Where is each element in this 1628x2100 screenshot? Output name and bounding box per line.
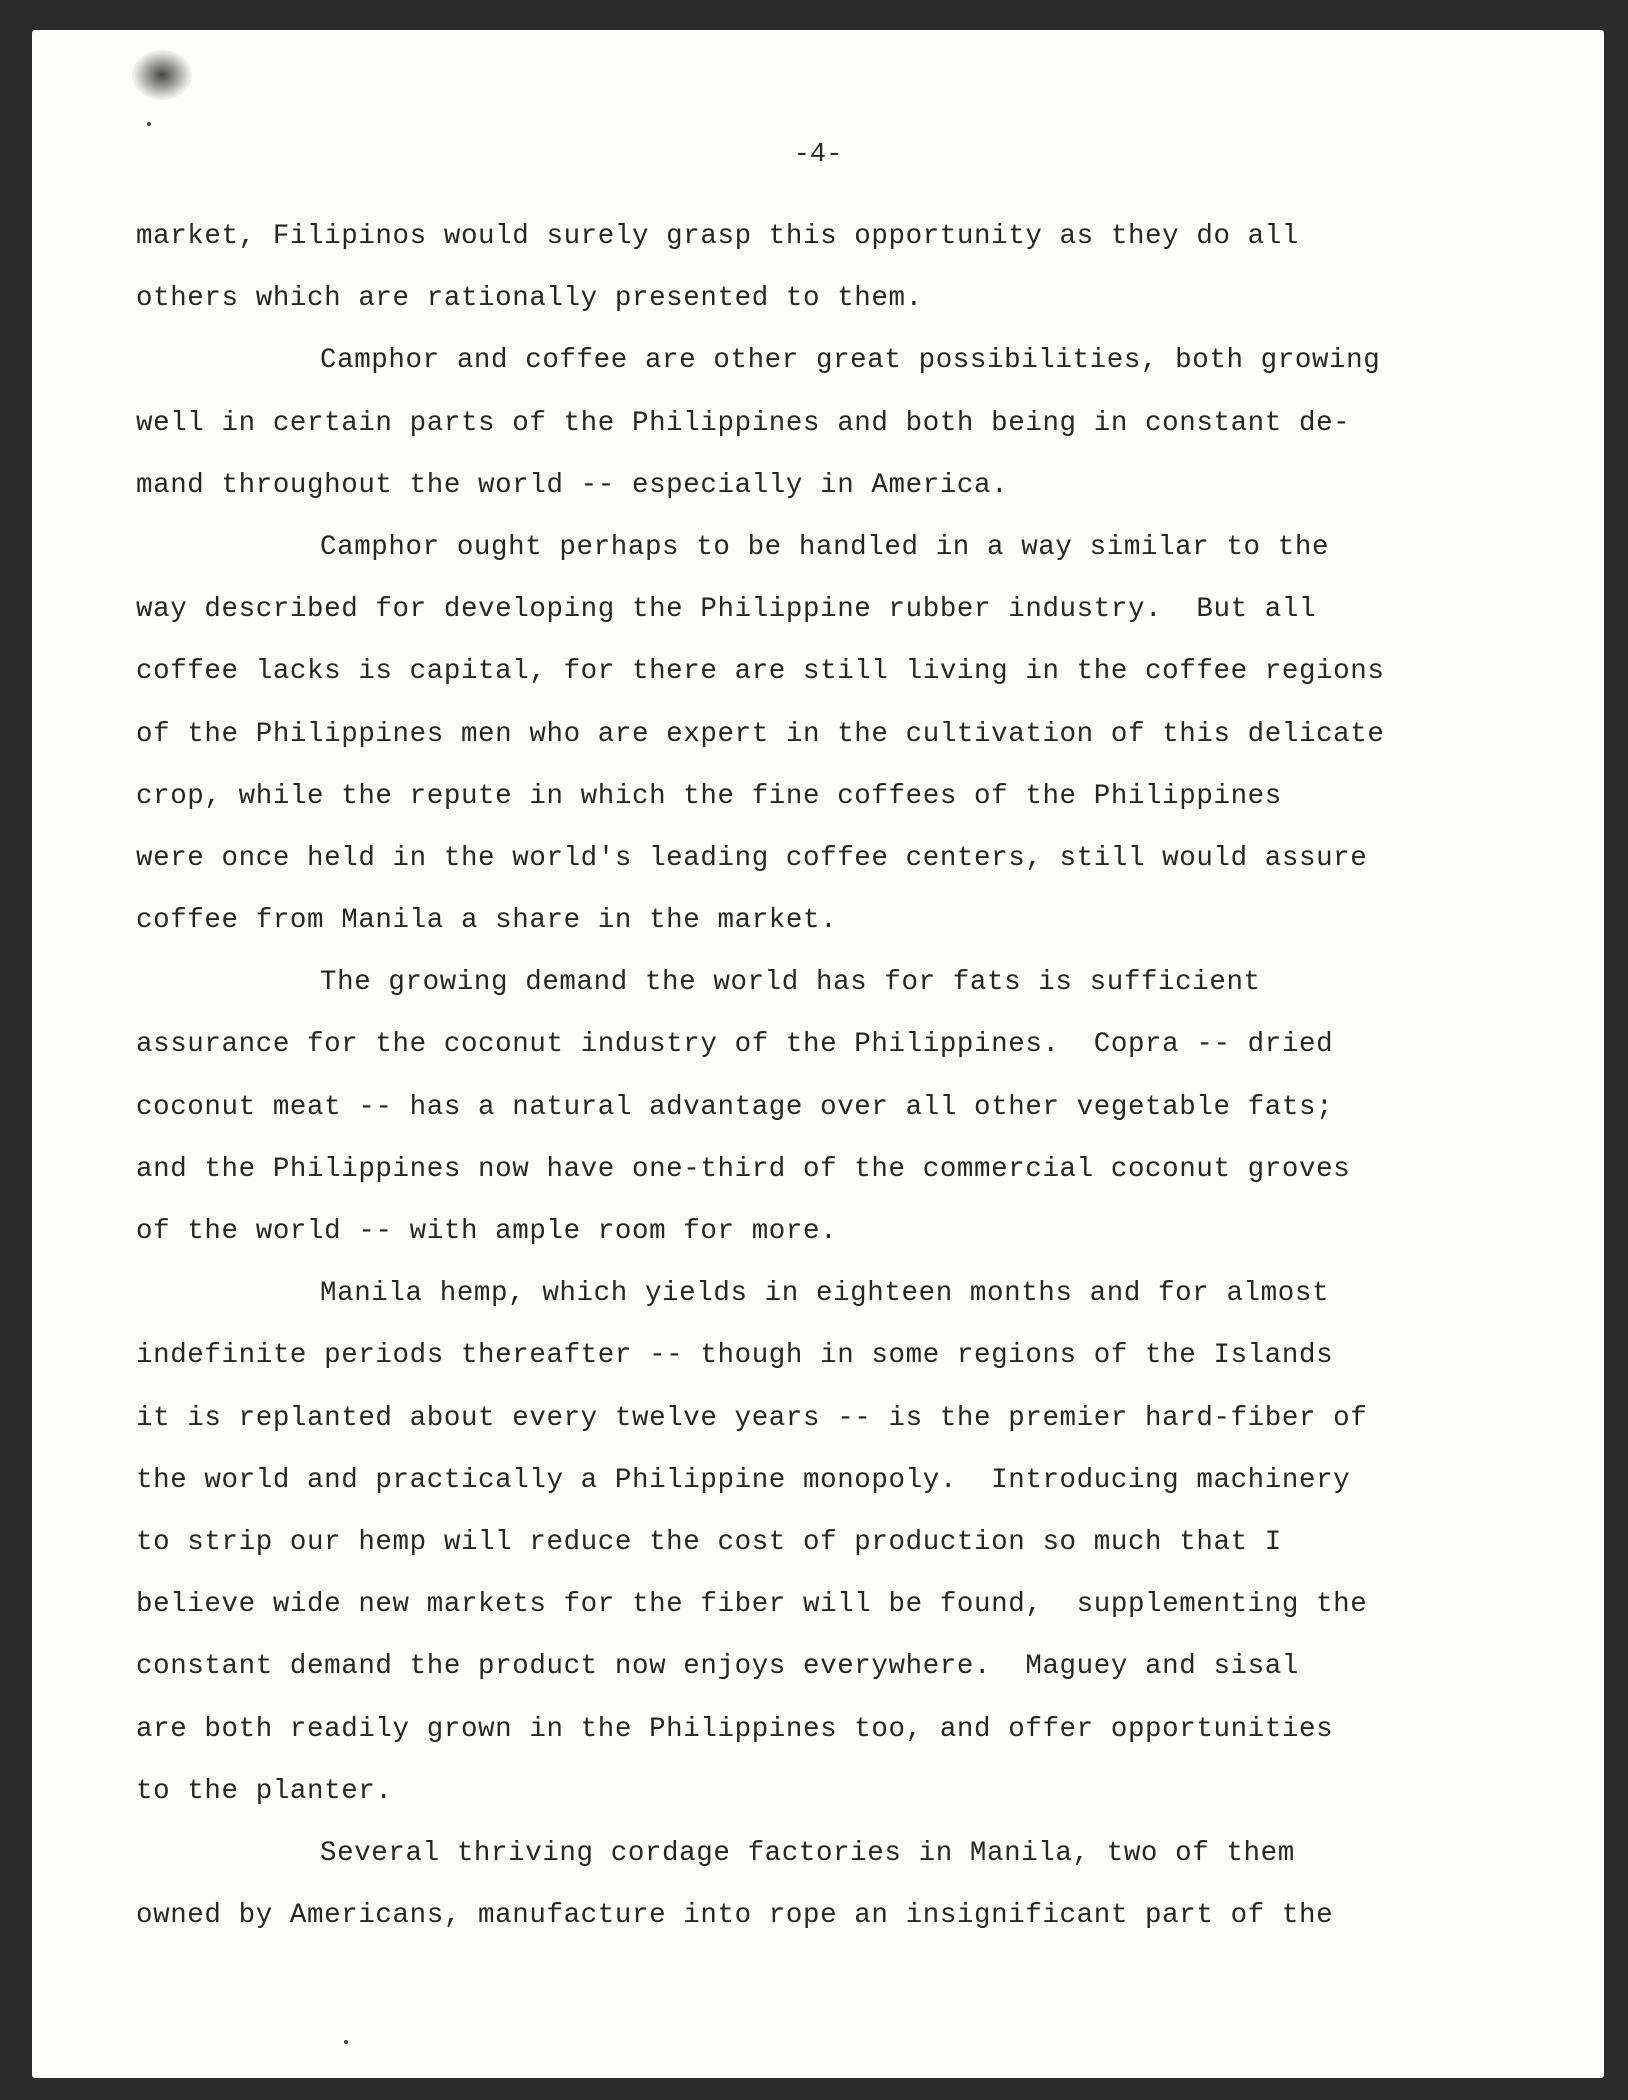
text-line: are both readily grown in the Philippines too, and offer opportunities [136,1713,1334,1745]
text-line: coffee from Manila a share in the market. [136,905,838,937]
typewritten-page [32,30,1604,2078]
text-line: believe wide new markets for the fiber will be found, supplementing the [136,1589,1368,1621]
text-line: others which are rationally presented to them. [136,283,923,315]
text-line: of the Philippines men who are expert in the cultivation of this delicate [136,718,1385,750]
text-line: and the Philippines now have one-third of the commercial coconut groves [136,1153,1351,1185]
text-line: market, Filipinos would surely grasp this opportunity as they do all [136,221,1299,252]
text-line: The growing demand the world has for fats is sufficient [320,967,1261,999]
text-line: Several thriving cordage factories in Manila, two of them [320,1837,1295,1869]
text-line: well in certain parts of the Philippines and both being in constant de- [136,407,1351,439]
text-line: the world and practically a Philippine monopoly. Introducing machinery [136,1464,1351,1496]
text-line: owned by Americans, manufacture into rope an insignificant part of the [136,1900,1334,1932]
text-line: it is replanted about every twelve years -- is the premier hard-fiber of [136,1402,1368,1434]
ink-smudge [132,50,192,100]
text-line: coffee lacks is capital, for there are still living in the coffee regions [136,656,1385,688]
text-line: of the world -- with ample room for more. [136,1216,838,1247]
text-line: Camphor and coffee are other great possibilities, both growing [320,345,1381,377]
text-line: crop, while the repute in which the fine coffees of the Philippines [136,780,1282,812]
text-line: Camphor ought perhaps to be handled in a way similar to the [320,531,1330,563]
text-line: to strip our hemp will reduce the cost of production so much that I [136,1526,1282,1558]
text-line: indefinite periods thereafter -- though in some regions of the Islands [136,1340,1334,1372]
text-line: constant demand the product now enjoys everywhere. Maguey and sisal [136,1651,1299,1683]
text-line: Manila hemp, which yields in eighteen months and for almost [320,1278,1330,1310]
ink-speck [344,2040,348,2044]
text-line: were once held in the world's leading coffee centers, still would assure [136,842,1368,874]
text-line: assurance for the coconut industry of the Philippines. Copra -- dried [136,1029,1334,1061]
text-line: way described for developing the Philippine rubber industry. But all [136,594,1317,626]
page-number: -4- [793,140,843,170]
ink-speck [147,122,151,126]
text-line: mand throughout the world -- especially in America. [136,469,1009,501]
text-line: coconut meat -- has a natural advantage over all other vegetable fats; [136,1091,1334,1123]
text-line: to the planter. [136,1775,393,1807]
body-text [136,206,1556,1947]
